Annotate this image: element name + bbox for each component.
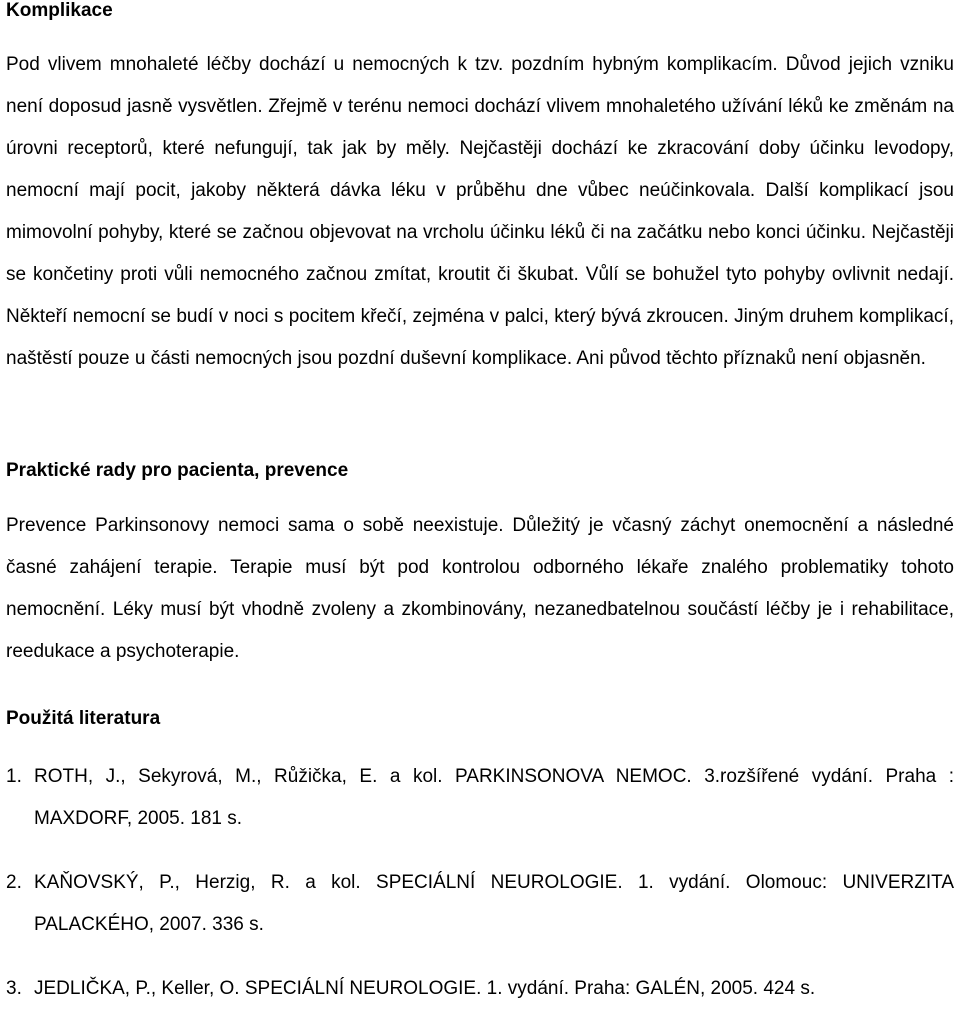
reference-item xyxy=(6,968,954,1010)
reference-text: JEDLIČKA, P., Keller, O. SPECIÁLNÍ NEUROLOGIE. 1. vydání. Praha: GALÉN, 2005. 424 s. xyxy=(34,978,816,999)
reference-text: ROTH, J., Sekyrová, M., Růžička, E. a kol. PARKINSONOVA NEMOC. 3.rozšířené vydání. Praha : MAXDORF, 2005. 181 s. xyxy=(34,766,954,829)
section-heading-komplikace: Komplikace xyxy=(6,0,113,21)
reference-number: 3. xyxy=(6,978,22,999)
reference-item xyxy=(6,862,954,946)
reference-item xyxy=(6,756,954,840)
reference-number: 2. xyxy=(6,872,22,893)
section-paragraph-komplikace: Pod vlivem mnohaleté léčby dochází u nemocných k tzv. pozdním hybným komplikacím. Důvod jejich vzniku není doposud jasně vysvětlen. Zřejmě v terénu nemoci dochází vlivem mnohaletého užívání léků ke změnám na úrovni receptorů, které nefungují, tak jak by měly. Nejčastěji dochází ke zkracování doby účinku levodopy, nemocní mají pocit, jakoby některá dávka léku v průběhu dne vůbec neúčinkovala. Další komplikací jsou mimovolní pohyby, které se začnou objevovat na vrcholu účinku léků či na začátku nebo konci účinku. Nejčastěji se končetiny proti vůli nemocného začnou zmítat, kroutit či škubat. Vůlí se bohužel tyto pohyby ovlivnit nedají. Někteří nemocní se budí v noci s pocitem křečí, zejména v palci, který bývá zkroucen. Jiným druhem komplikací, naštěstí pouze u části nemocných jsou pozdní duševní komplikace. Ani původ těchto příznaků není objasněn. xyxy=(6,54,954,369)
section-heading-literatura: Použitá literatura xyxy=(6,708,161,729)
section-paragraph-prakticke-rady: Prevence Parkinsonovy nemoci sama o sobě neexistuje. Důležitý je včasný záchyt onemocnění a následné časné zahájení terapie. Terapie musí být pod kontrolou odborného lékaře znalého problematiky tohoto nemocnění. Léky musí být vhodně zvoleny a zkombinovány, nezanedbatelnou součástí léčby je i rehabilitace, reedukace a psychoterapie. xyxy=(6,515,954,662)
section-heading-prakticke-rady: Praktické rady pro pacienta, prevence xyxy=(6,460,349,481)
reference-number: 1. xyxy=(6,766,22,787)
reference-text: KAŇOVSKÝ, P., Herzig, R. a kol. SPECIÁLNÍ NEUROLOGIE. 1. vydání. Olomouc: UNIVERZITA PALACKÉHO, 2007. 336 s. xyxy=(34,872,954,935)
reference-list xyxy=(6,756,954,1010)
